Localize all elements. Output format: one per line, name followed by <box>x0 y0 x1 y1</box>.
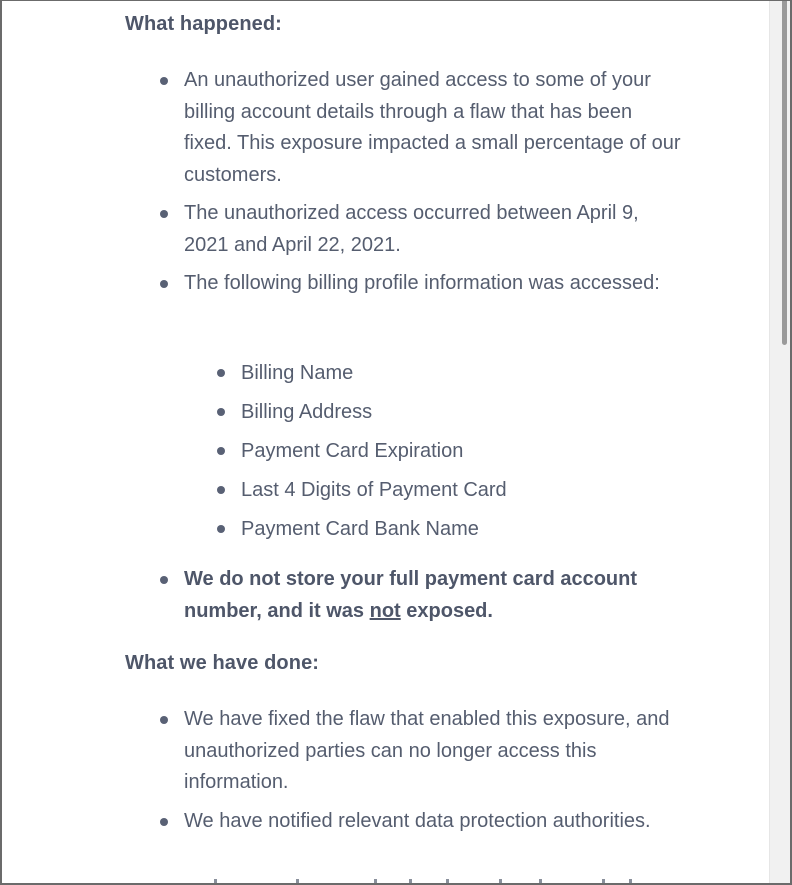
spacer <box>126 191 684 198</box>
card-number-notice-list <box>126 564 684 627</box>
glyph-fragment <box>499 879 502 884</box>
accessed-info-list <box>183 354 507 549</box>
list-item <box>126 268 684 300</box>
list-item-text: We have notified relevant data protection authorities. <box>184 809 651 832</box>
glyph-fragment <box>296 879 299 884</box>
page-content <box>2 1 770 884</box>
bullet-icon <box>160 576 168 584</box>
section-heading-what-happened: What happened: <box>125 13 282 35</box>
list-item <box>126 198 684 261</box>
glyph-fragment <box>446 879 449 884</box>
glyph-fragment <box>539 879 542 884</box>
glyph-fragment <box>186 883 194 884</box>
spacer <box>126 799 684 806</box>
cropped-text-line <box>184 875 644 884</box>
bullet-icon <box>160 77 168 85</box>
sub-list-item-text: Billing Name <box>241 362 354 384</box>
sub-list-item <box>183 393 507 432</box>
bold-list-item <box>126 564 684 627</box>
what-happened-list <box>126 65 684 300</box>
glyph-fragment <box>602 879 605 884</box>
list-item-text: We have fixed the flaw that enabled this exposure, and unauthorized parties can no longer access this information. <box>184 708 670 793</box>
bold-text-after: exposed. <box>400 599 493 622</box>
list-item-text: An unauthorized user gained access to some of your billing account details through a flaw that has been fixed. This exposure impacted a small percentage of our customers. <box>184 69 681 186</box>
cropped-bullet-icon <box>160 883 168 884</box>
sub-list-item-text: Last 4 Digits of Payment Card <box>241 479 507 501</box>
sub-list-item <box>183 510 507 549</box>
glyph-fragment <box>214 879 217 884</box>
list-item-text: The unauthorized access occurred between April 9, 2021 and April 22, 2021. <box>184 202 639 256</box>
underlined-not: not <box>369 599 401 622</box>
bullet-icon <box>160 716 168 724</box>
list-item-text: The following billing profile information was accessed: <box>184 272 660 294</box>
bullet-icon <box>160 280 168 288</box>
sub-list-item <box>183 354 507 393</box>
glyph-fragment <box>629 879 632 884</box>
bullet-icon <box>217 408 225 416</box>
glyph-fragment <box>409 879 412 884</box>
scrollbar-thumb[interactable] <box>782 1 787 345</box>
bullet-icon <box>217 369 225 377</box>
glyph-fragment <box>374 879 377 884</box>
sub-list-item-text: Billing Address <box>241 401 373 423</box>
list-item <box>126 704 684 799</box>
bullet-icon <box>160 818 168 826</box>
vertical-scrollbar[interactable] <box>769 1 790 884</box>
sub-list-item-text: Payment Card Expiration <box>241 440 464 462</box>
list-item <box>126 806 684 838</box>
sub-list-item <box>183 471 507 510</box>
section-heading-what-we-have-done: What we have done: <box>125 652 320 674</box>
bullet-icon <box>217 447 225 455</box>
spacer <box>126 261 684 268</box>
bold-text-before: We do not store your full payment card account number, and it was <box>184 568 638 622</box>
what-we-have-done-list <box>126 704 684 837</box>
bullet-icon <box>217 486 225 494</box>
bullet-icon <box>160 210 168 218</box>
list-item <box>126 65 684 191</box>
sub-list-item-text: Payment Card Bank Name <box>241 518 479 540</box>
bullet-icon <box>217 525 225 533</box>
sub-list-item <box>183 432 507 471</box>
